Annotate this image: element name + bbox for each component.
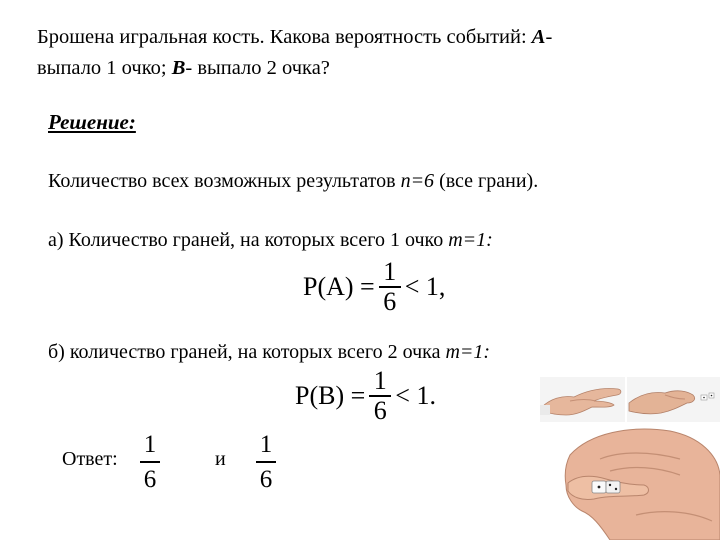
formula-probability-a (303, 258, 445, 316)
formula-a-fraction (379, 258, 401, 316)
problem-statement (37, 22, 552, 84)
total-outcomes-end: (все грани). (434, 170, 539, 192)
hand-open-palm-photo (540, 377, 625, 422)
answer-label: Ответ: (62, 448, 118, 470)
case-a-text: а) Количество граней, на которых всего 1 очко (48, 229, 449, 251)
formula-b-numerator: 1 (373, 366, 387, 395)
formula-a-denominator: 6 (383, 286, 397, 316)
formula-a-rhs: < 1, (404, 271, 446, 301)
total-outcomes-text: Количество всех возможных результатов (48, 170, 401, 192)
fraction-bar (256, 461, 276, 463)
title-line1: Брошена игральная кость. Какова вероятность событий: (37, 26, 532, 48)
fraction-bar (140, 461, 160, 463)
title-line1-end: - (545, 26, 553, 48)
solution-heading: Решение: (48, 110, 136, 134)
total-outcomes-var: n=6 (400, 170, 435, 192)
case-b-line (48, 339, 490, 365)
title-line2-end: - выпало 2 очка? (185, 57, 330, 79)
answer-a-numerator: 1 (143, 431, 157, 458)
event-a-label: A (531, 26, 546, 48)
formula-b-rhs: < 1. (395, 380, 436, 410)
total-outcomes-line (48, 168, 538, 194)
formula-probability-b (295, 367, 436, 425)
answer-b-numerator: 1 (259, 431, 273, 458)
case-a-var: m=1: (448, 229, 493, 251)
answer-conjunction: и (215, 448, 226, 470)
hand-holding-dice-photo (540, 425, 720, 540)
answer-a-denominator: 6 (143, 465, 157, 493)
formula-b-denominator: 6 (373, 395, 387, 425)
formula-b-fraction (369, 367, 391, 425)
case-b-var: m=1: (445, 341, 491, 363)
answer-fraction-a (140, 432, 160, 492)
case-b-text: б) количество граней, на которых всего 2 очка (48, 341, 446, 363)
event-b-label: B (171, 57, 186, 79)
formula-a-numerator: 1 (383, 257, 397, 286)
hand-tossing-photo (627, 377, 720, 422)
case-a-line (48, 227, 493, 253)
answer-b-denominator: 6 (259, 465, 273, 493)
formula-a-lhs: P(A) = (303, 271, 375, 301)
formula-b-lhs: P(B) = (295, 380, 366, 410)
title-line2: выпало 1 очко; (37, 57, 172, 79)
answer-fraction-b (256, 432, 276, 492)
